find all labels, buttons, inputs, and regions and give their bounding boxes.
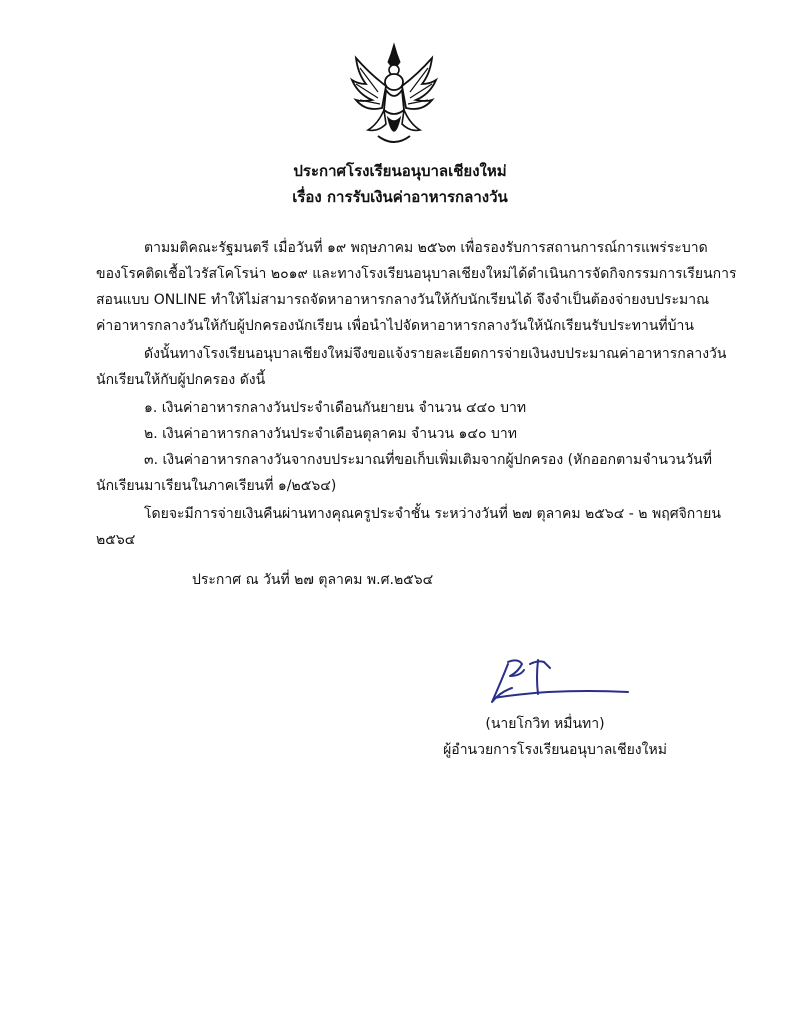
announce-date: ประกาศ ณ วันที่ ๒๗ ตุลาคม พ.ศ.๒๕๖๔ — [192, 572, 434, 588]
signer-position: ผู้อำนวยการโรงเรียนอนุบาลเชียงใหม่ — [443, 742, 667, 758]
body-line: ค่าอาหารกลางวันให้กับผู้ปกครองนักเรียน เพื่อนำไปจัดหาอาหารกลางวันให้นักเรียนรับประทานที่บ้าน — [96, 318, 694, 334]
body-line: นักเรียนให้กับผู้ปกครอง ดังนี้ — [96, 372, 266, 388]
body-line: ๒๕๖๔ — [96, 532, 136, 548]
garuda-emblem-icon — [348, 40, 440, 148]
body-line: ของโรคติดเชื้อไวรัสโคโรน่า ๒๐๑๙ และทางโรงเรียนอนุบาลเชียงใหม่ได้ดำเนินการจัดกิจกรรมการเรียนการ — [96, 266, 737, 282]
body-line: ตามมติคณะรัฐมนตรี เมื่อวันที่ ๑๙ พฤษภาคม ๒๕๖๓ เพื่อรองรับการสถานการณ์การแพร่ระบาด — [144, 240, 708, 256]
handwritten-signature — [478, 654, 638, 714]
body-line: สอนแบบ ONLINE ทำให้ไม่สามารถจัดหาอาหารกลางวันให้กับนักเรียนได้ จึงจำเป็นต้องจ่ายงบประมาณ — [96, 292, 710, 308]
body-line: ดังนั้นทางโรงเรียนอนุบาลเชียงใหม่จึงขอแจ้งรายละเอียดการจ่ายเงินงบประมาณค่าอาหารกลางวัน — [144, 346, 727, 362]
body-line: นักเรียนมาเรียนในภาคเรียนที่ ๑/๒๕๖๔) — [96, 478, 337, 494]
announcement-title: ประกาศโรงเรียนอนุบาลเชียงใหม่ — [293, 162, 507, 180]
list-item-2: ๒. เงินค่าอาหารกลางวันประจำเดือนตุลาคม จำนวน ๑๔๐ บาท — [144, 426, 518, 442]
announcement-subject: เรื่อง การรับเงินค่าอาหารกลางวัน — [292, 188, 508, 206]
list-item-1: ๑. เงินค่าอาหารกลางวันประจำเดือนกันยายน จำนวน ๔๔๐ บาท — [144, 400, 527, 416]
list-item-3: ๓. เงินค่าอาหารกลางวันจากงบประมาณที่ขอเก็บเพิ่มเติมจากผู้ปกครอง (หักออกตามจำนวนวันที่ — [144, 452, 712, 468]
body-line: โดยจะมีการจ่ายเงินคืนผ่านทางคุณครูประจำชั้น ระหว่างวันที่ ๒๗ ตุลาคม ๒๕๖๔ - ๒ พฤศจิกายน — [144, 506, 721, 522]
signer-name: (นายโกวิท หมื่นทา) — [485, 716, 605, 732]
